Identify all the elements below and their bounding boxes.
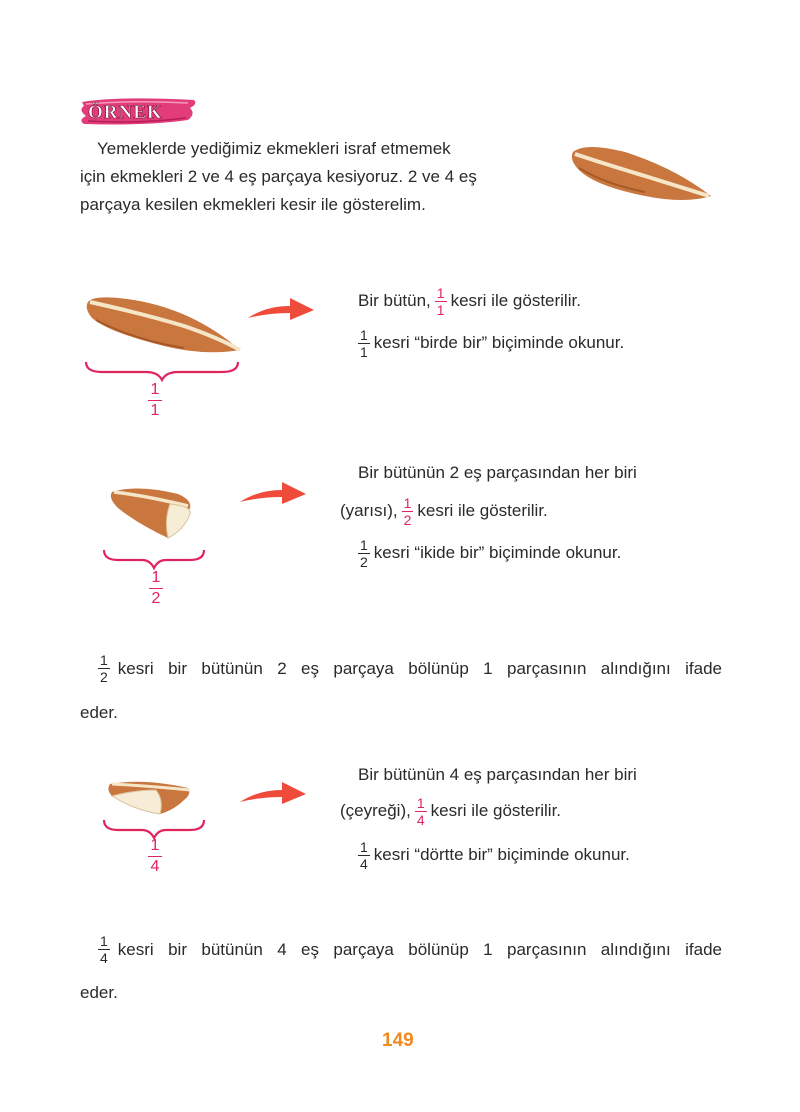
brace-icon	[82, 358, 242, 382]
page-number: 149	[382, 1030, 414, 1051]
section2-line2: $\frac{1}{2}$ kesri “ikide bir” biçiminde okunur.	[360, 537, 622, 570]
section3-line0: Bir bütünün 4 eş parçasından her biri	[358, 765, 637, 784]
brace-icon	[100, 546, 208, 570]
fraction-bar	[149, 588, 163, 589]
fraction-numerator: 1	[151, 569, 161, 586]
example-badge	[76, 94, 200, 130]
fraction-numerator: 1	[150, 837, 160, 854]
arrow-right-icon	[238, 478, 308, 510]
intro-line-2: için ekmekleri 2 ve 4 eş parçaya kesiyoruz. 2 ve 4 eş	[80, 167, 477, 186]
brace-fraction	[149, 570, 163, 607]
section2-line1: (yarısı), $\frac{1}{2}$ kesri ile gösterilir.	[340, 495, 548, 528]
fraction: $\frac{1}{4}$	[100, 933, 108, 966]
section3-line2: $\frac{1}{4}$ kesri “dörtte bir” biçiminde okunur.	[360, 839, 630, 872]
fraction-denominator: 2	[151, 590, 161, 607]
brace-fraction	[148, 838, 162, 875]
fraction: $\frac{1}{2}$	[100, 652, 108, 685]
section2-line0: Bir bütünün 2 eş parçasından her biri	[358, 463, 637, 482]
statement-2	[98, 934, 722, 965]
fraction-denominator: 1	[150, 402, 160, 419]
statement-1	[98, 653, 722, 684]
fraction-bar	[148, 400, 162, 401]
statement-2-continuation: eder.	[80, 983, 118, 1002]
fraction-bar	[148, 856, 162, 857]
intro-line-1: Yemeklerde yediğimiz ekmekleri israf etmemek	[97, 139, 451, 158]
intro-line-3: parçaya kesilen ekmekleri kesir ile gösterelim.	[80, 195, 426, 214]
fraction: $\frac{1}{2}$	[403, 495, 412, 528]
section1-line1: Bir bütün, $\frac{1}{1}$ kesri ile gösterilir.	[358, 285, 581, 318]
fraction: $\frac{1}{1}$	[436, 285, 445, 318]
statement-1-continuation: eder.	[80, 703, 118, 722]
fraction: $\frac{1}{1}$	[360, 327, 368, 360]
fraction: $\frac{1}{4}$	[360, 839, 368, 872]
statement-text: kesri bir bütünün 4 eş parçaya bölünüp 1 parçasının alındığını ifade	[117, 939, 722, 959]
arrow-right-icon	[246, 294, 316, 326]
fraction-denominator: 4	[150, 858, 160, 875]
fraction: $\frac{1}{2}$	[360, 537, 368, 570]
fraction: $\frac{1}{4}$	[416, 795, 425, 828]
section3-line1: (çeyreği), $\frac{1}{4}$ kesri ile gösterilir.	[340, 795, 562, 828]
bread-icon	[84, 290, 244, 358]
statement-text: kesri bir bütünün 2 eş parçaya bölünüp 1 parçasının alındığını ifade	[117, 658, 722, 678]
arrow-right-icon	[238, 778, 308, 810]
bread-icon	[565, 138, 715, 208]
badge-label: ÖRNEK	[88, 102, 163, 123]
quarter-bread-icon	[104, 776, 196, 816]
brace-fraction	[148, 382, 162, 419]
section1-line2: $\frac{1}{1}$ kesri “birde bir” biçiminde okunur.	[360, 327, 625, 360]
half-bread-icon	[108, 484, 194, 542]
fraction-numerator: 1	[150, 381, 160, 398]
